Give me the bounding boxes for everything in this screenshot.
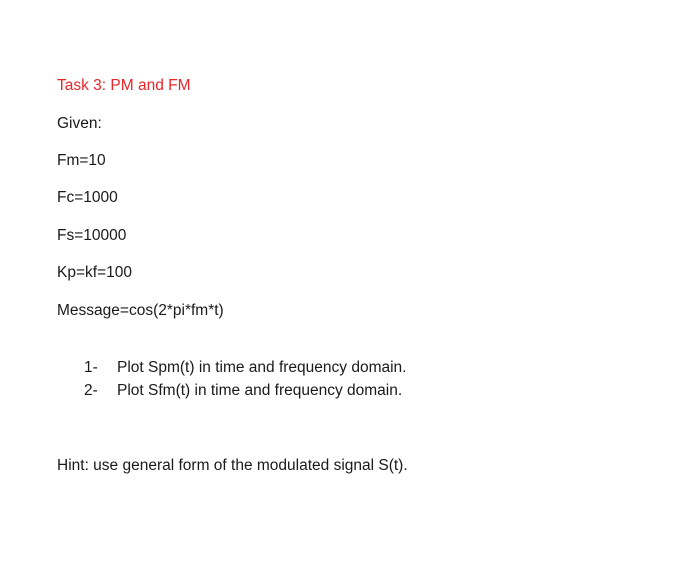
- param-kp-kf: Kp=kf=100: [57, 264, 132, 281]
- given-label: Given:: [57, 115, 102, 132]
- param-message: Message=cos(2*pi*fm*t): [57, 302, 224, 319]
- task-title: Task 3: PM and FM: [57, 77, 191, 94]
- param-fm: Fm=10: [57, 152, 106, 169]
- list-text: Plot Sfm(t) in time and frequency domain.: [117, 382, 403, 399]
- param-fc: Fc=1000: [57, 189, 118, 206]
- list-number: 1-: [84, 359, 98, 376]
- list-number: 2-: [84, 382, 98, 399]
- param-fs: Fs=10000: [57, 227, 127, 244]
- list-text: Plot Spm(t) in time and frequency domain.: [117, 359, 407, 376]
- task-list-item: [84, 381, 402, 401]
- task-list-item: [84, 358, 406, 378]
- hint-text: Hint: use general form of the modulated signal S(t).: [57, 457, 408, 474]
